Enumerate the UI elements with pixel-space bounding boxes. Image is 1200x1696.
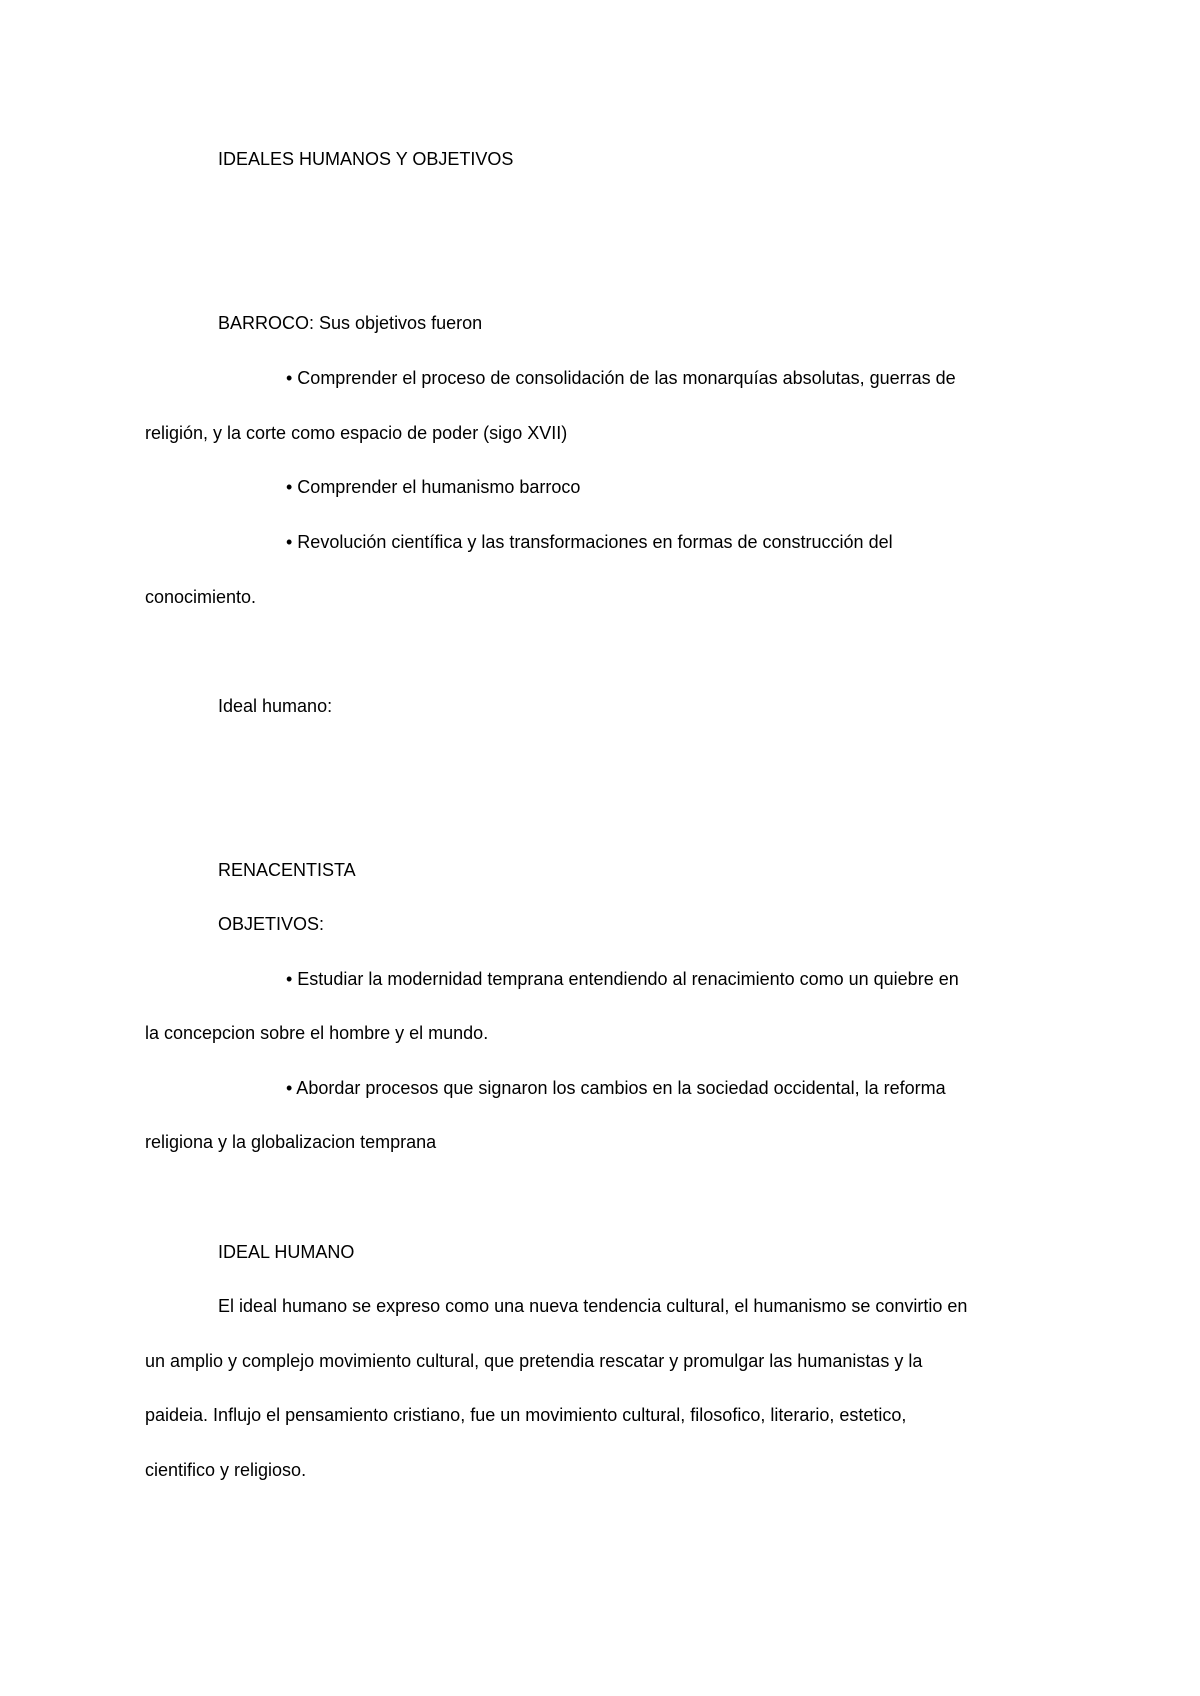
renacentista-bullet-2-line-2: religiona y la globalizacion temprana: [145, 1132, 437, 1152]
barroco-bullet-2: • Comprender el humanismo barroco: [286, 477, 581, 497]
barroco-bullet-3-line-1: • Revolución científica y las transformaciones en formas de construcción del: [286, 532, 893, 552]
renacentista-bullet-2-line-1: • Abordar procesos que signaron los cambios en la sociedad occidental, la reforma: [286, 1078, 946, 1098]
barroco-heading: BARROCO: Sus objetivos fueron: [218, 313, 483, 333]
barroco-ideal-label: Ideal humano:: [218, 696, 333, 716]
document-title: IDEALES HUMANOS Y OBJETIVOS: [218, 149, 514, 169]
barroco-bullet-1-line-1: • Comprender el proceso de consolidación de las monarquías absolutas, guerras de: [286, 368, 956, 388]
renacentista-objetivos-label: OBJETIVOS:: [218, 914, 325, 934]
ideal-humano-paragraph-line-2: un amplio y complejo movimiento cultural, que pretendia rescatar y promulgar las humanistas y la: [145, 1351, 923, 1371]
renacentista-bullet-1-line-2: la concepcion sobre el hombre y el mundo.: [145, 1023, 489, 1043]
ideal-humano-paragraph-line-1: El ideal humano se expreso como una nueva tendencia cultural, el humanismo se convirtio en: [218, 1296, 968, 1316]
ideal-humano-heading: IDEAL HUMANO: [218, 1242, 355, 1262]
barroco-bullet-3-line-2: conocimiento.: [145, 587, 257, 607]
renacentista-bullet-1-line-1: • Estudiar la modernidad temprana entendiendo al renacimiento como un quiebre en: [286, 969, 959, 989]
barroco-bullet-1-line-2: religión, y la corte como espacio de poder (sigo XVII): [145, 423, 568, 443]
ideal-humano-paragraph-line-4: cientifico y religioso.: [145, 1460, 307, 1480]
renacentista-heading: RENACENTISTA: [218, 860, 356, 880]
ideal-humano-paragraph-line-3: paideia. Influjo el pensamiento cristiano, fue un movimiento cultural, filosofico, literario, estetico,: [145, 1405, 907, 1425]
